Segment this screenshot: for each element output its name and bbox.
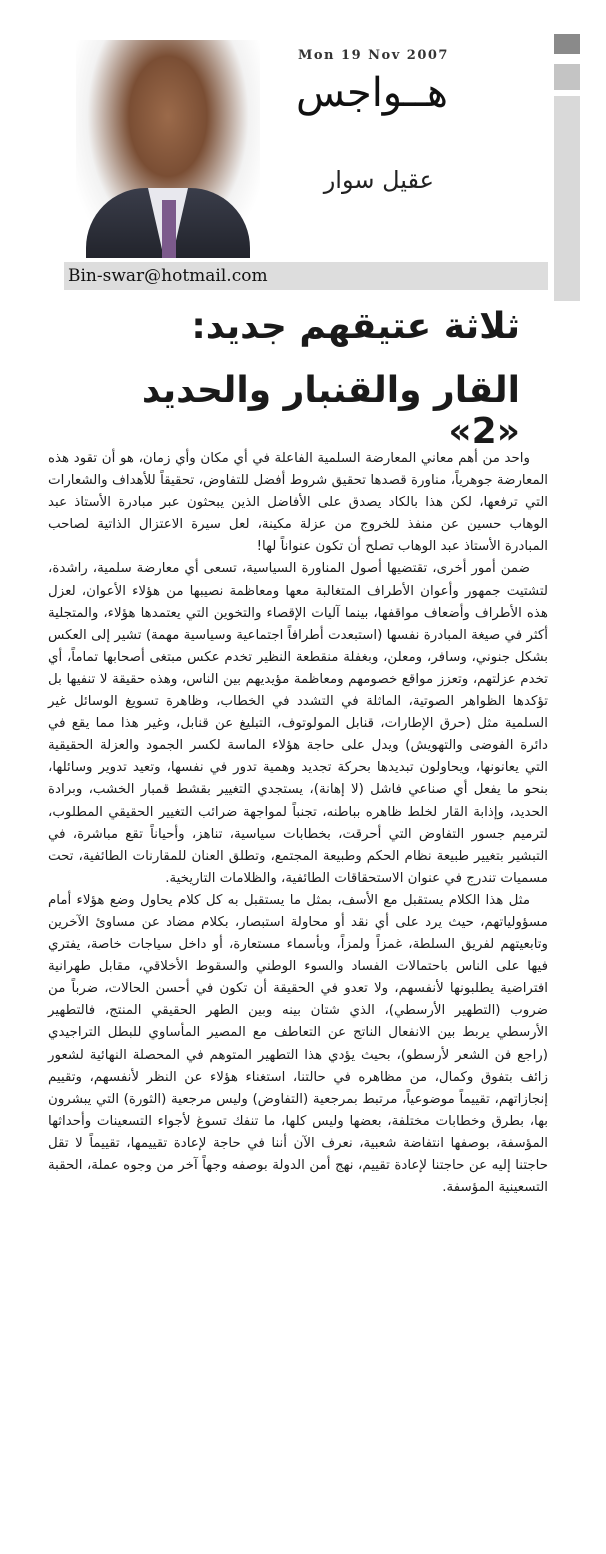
decorative-strip-dark bbox=[554, 34, 580, 54]
decorative-strip-lighter bbox=[554, 96, 580, 301]
author-photo bbox=[76, 40, 260, 258]
photo-tie bbox=[162, 200, 176, 258]
headline-line-1: ثلاثة عتيقهم جديد: bbox=[191, 306, 520, 347]
article-paragraph: مثل هذا الكلام يستقبل مع الأسف، بمثل ما يستقبل به كل كلام يحاول وضع هؤلاء أمام مسؤولياتهم، حيث يرد على أي نقد أو محاولة استبصار، بكلام مضاد عن مساوئ الآخرين وتابعيتهم لفريق السلطة، غمزاً ولمزاً، وبأسماء مستعارة، أو داخل سياجات خاصة، يفتري فيها على الناس باحتمالات الفساد والسوء الوطني والسقوط الأخلاقي، مقابل طهرانية افتراضية يطلبونها لأنفسهم، ولا تعدو في الحقيقة أن تكون في أحسن الحالات، ضرباً من ضروب (التطهير الأرسطي)، الذي شتان بينه وبين الطهر الحقيقي المنتج، فالتطهير الأرسطي يربط بين الانفعال الناتج عن التعاطف مع المصير المأساوي للبطل التراجيدي (راجع فن الشعر لأرسطو)، بحيث يؤدي هذا التطهير المتوهم في المحصلة النهائية لشعور زائف بتفوق وكمال، من مظاهره في حالتنا، استغناء هؤلاء عن النظر لأنفسهم، وتقييم إنجازاتهم، تقييماً موضوعياً، مرتبط بمرجعية (التفاوض) وليس مرجعية (الثورة) التي يبشرون بها، بطرق وخطابات مختلفة، بعضها وليس كلها، ما تنفك تسوغ لأجواء التسعينات وأحداثها المؤسفة، بوصفها انتفاضة شعبية، نعرف الآن أننا في حاجة لإعادة تقييمها، تقييماً لا تقل حاجتنا إليه عن حاجتنا لإعادة تقييم، نهج أمن الدولة بوصفه وجهاً آخر من وجوه عملة، الحقبة التسعينية المؤسفة. bbox=[48, 892, 548, 1196]
publication-date: Mon 19 Nov 2007 bbox=[298, 48, 449, 63]
decorative-strip-light bbox=[554, 64, 580, 90]
article-paragraph: واحد من أهم معاني المعارضة السلمية الفاعلة في أي مكان وأي زمان، هو أن تقود هذه المعارضة جوهرياً، مناورة قصدها تحقيق شروط أفضل للتفاوض، تحقيقاً للأهداف والشعارات التي ترفعها، لكن هذا بالكاد يصدق على الأفاضل الذين يبحثون عبر مبادرة الأستاذ عبد الوهاب حسين عن منفذ للخروج من عزلة مكينة، لعل سيرة الاعتزال الذاتية لصاحب المبادرة الأستاذ عبد الوهاب تصلح أن تكون عنواناً لها! bbox=[48, 451, 548, 555]
article-body bbox=[48, 448, 548, 1199]
email-bar bbox=[64, 262, 548, 290]
author-email[interactable]: Bin-swar@hotmail.com bbox=[68, 266, 268, 286]
column-name: هــواجس bbox=[295, 70, 448, 116]
headline-line-2: القار والقنبار والحديد «2» bbox=[141, 370, 520, 452]
article-paragraph: ضمن أمور أخرى، تقتضيها أصول المناورة السياسية، تسعى أي معارضة سلمية، راشدة، لتشتيت جمهور وأعوان الأطراف المتغالبة معها ومعاظمة نصيبها من هؤلاء الأعوان، لعزل هذه الأطراف وأضعاف مواقفها، بينما آليات الإقصاء والتخوين التي يعتمدها هؤلاء، والمتجلية أكثر في صيغة المبادرة نفسها (استبعدت أطرافاً اجتماعية وسياسية مهمة) تشير إلى العكس بشكل جنوني، وسافر، ومعلن، وبغفلة منقطعة النظير تخدم عكس مبتغى أصحابها تماماً، أي تخدم عزلتهم، وتعزز مواقع خصومهم ومعاظمة مؤيديهم بين الناس، وهذه حقيقة لا تنفيها بل تؤكدها الظواهر الصوتية، الماثلة في التشدد في الخطاب، وظاهرة تسويغ الوسائل غير السلمية مثل (حرق الإطارات، قنابل المولوتوف، التبليغ عن قنابل، وغير هذا مما يقع في دائرة الفوضى والتهويش) ويدل على حاجة هؤلاء الماسة لكسر الجمود والعزلة الحقيقية التي يعانونها، ويحاولون تبديدها بحركة تجديد وهمية تدور في نفسها، وتعيد تدوير وسائلها، بنحو ما يفعل أي صناعي فاشل (لا إهانة)، يستجدي التغيير بقشط قمبار الخشب، وبرادة الحديد، وإذابة القار لخلط ظاهره بباطنه، تجنباً لمواجهة ضرائب التغيير الحقيقي المطلوب، لترميم جسور التفاوض التي أحرقت، بخطابات سياسية، تناهز، وأحياناً تقع مباشرة، في التبشير بتغيير طبيعة نظام الحكم وطبيعة المجتمع، وتطلق العنان للمقارنات الطائفية، تحت مسميات تندرج في عنوان الاستحقاقات الطائفية، والظلامات التاريخية. bbox=[48, 561, 548, 886]
author-name: عقيل سوار bbox=[323, 166, 434, 194]
